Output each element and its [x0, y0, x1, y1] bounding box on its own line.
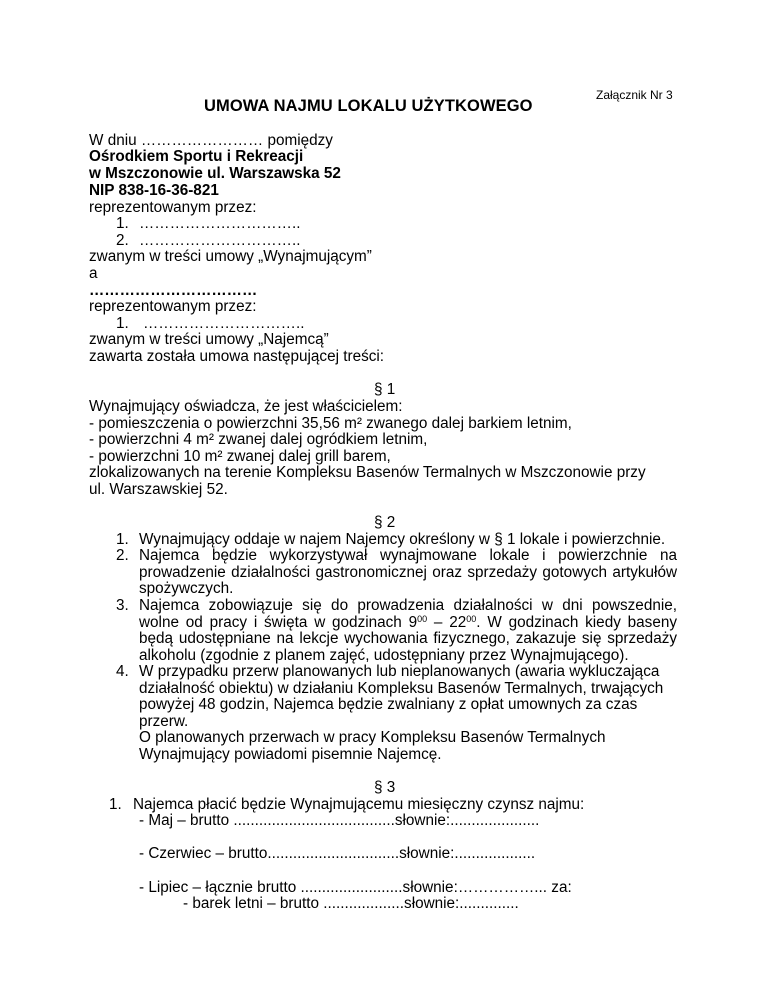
landlord-called: zwanym w treści umowy „Wynajmującym” [89, 248, 372, 265]
date-line: W dniu …………………… pomiędzy [89, 132, 333, 149]
s2-item-4-line: O planowanych przerwach w pracy Kompleksu Basenów Termalnych [139, 729, 606, 746]
s3-item-1: Najemca płacić będzie Wynajmującemu miesięczny czynsz najmu: [133, 796, 585, 813]
s2-item-4-line: Wynajmujący powiadomi pisemnie Najemcę. [139, 746, 442, 763]
landlord-rep-1: ………………………….. [139, 215, 301, 232]
s1-line: - powierzchni 4 m² zwanej dalej ogródkiem letnim, [89, 431, 428, 448]
hour-superscript: 00 [417, 613, 428, 624]
list-item-number: 2. [116, 547, 129, 564]
s1-line: ul. Warszawskiej 52. [89, 481, 228, 498]
s1-line: zlokalizowanych na terenie Kompleksu Basenów Termalnych w Mszczonowie przy [89, 464, 646, 481]
s1-line: - powierzchni 10 m² zwanej dalej grill barem, [89, 448, 391, 465]
s1-line: - pomieszczenia o powierzchni 35,56 m² zwanego dalej barkiem letnim, [89, 415, 572, 432]
list-item-number: 1. [116, 215, 129, 232]
hour-superscript: 00 [466, 613, 477, 624]
represented-by: reprezentowanym przez: [89, 199, 257, 216]
document-title: UMOWA NAJMU LOKALU UŻYTKOWEGO [204, 97, 533, 115]
org-nip: NIP 838-16-36-821 [89, 182, 219, 199]
concluded-line: zawarta została umowa następującej treści: [89, 348, 385, 365]
s1-line: Wynajmujący oświadcza, że jest właścicielem: [89, 398, 403, 415]
s2-item-2: Najemca będzie wykorzystywał wynajmowane lokale i powierzchnie na prowadzenie działalności gastronomicznej oraz sprzedaży gotowych artykułów spożywczych. [139, 547, 677, 598]
tenant-rep-1: ………………………….. [143, 315, 305, 332]
rent-row-july: - Lipiec – łącznie brutto ........................słownie:……………... za: [139, 879, 572, 896]
org-name: Ośrodkiem Sportu i Rekreacji [89, 148, 304, 165]
section-2-heading: § 2 [374, 514, 396, 531]
represented-by-2: reprezentowanym przez: [89, 298, 257, 315]
s2-item-3-text-c: . W godzinach kiedy baseny będą udostępniane na lekcje wychowania fizycznego, zakazuje się sprzedaży alkoholu (zgodnie z planem zajęć, udostępniany przez Wynajmującego). [139, 613, 677, 664]
landlord-rep-2: ………………………….. [139, 232, 301, 249]
section-1-heading: § 1 [374, 381, 396, 398]
tenant-called: zwanym w treści umowy „Najemcą” [89, 331, 329, 348]
s2-item-3 [139, 598, 677, 664]
rent-row-bar: - barek letni – brutto ...................słownie:.............. [183, 895, 519, 912]
s2-item-1: Wynajmujący oddaje w najem Najemcy określony w § 1 lokale i powierzchnie. [139, 531, 666, 548]
list-item-number: 1. [116, 531, 129, 548]
org-address: w Mszczonowie ul. Warszawska 52 [89, 165, 341, 182]
list-item-number: 1. [116, 315, 129, 332]
tenant-dots: …………………………… [89, 282, 258, 299]
s2-item-3-text-a: Najemca zobowiązuje się do prowadzenia działalności w dni powszednie, wolne od pracy i święta w godzinach 9 [139, 597, 677, 631]
and-word: a [89, 265, 98, 282]
list-item-number: 2. [116, 232, 129, 249]
list-item-number: 1. [109, 796, 122, 813]
s2-item-4-line: działalność obiektu) w działaniu Kompleksu Basenów Termalnych, trwających [139, 680, 664, 697]
rent-row-june: - Czerwiec – brutto...............................słownie:................... [139, 845, 536, 862]
s2-item-4-line: przerw. [139, 713, 189, 730]
annex-label: Załącznik Nr 3 [596, 88, 673, 102]
s2-item-3-text-b: – 22 [427, 613, 467, 631]
list-item-number: 4. [116, 663, 129, 680]
rent-row-may: - Maj – brutto ......................................słownie:..................... [139, 812, 540, 829]
section-3-heading: § 3 [374, 779, 396, 796]
s2-item-4-line: W przypadku przerw planowanych lub nieplanowanych (awaria wykluczająca [139, 663, 660, 680]
s2-item-4-line: powyżej 48 godzin, Najemca będzie zwalniany z opłat umownych za czas [139, 696, 638, 713]
list-item-number: 3. [116, 597, 129, 614]
